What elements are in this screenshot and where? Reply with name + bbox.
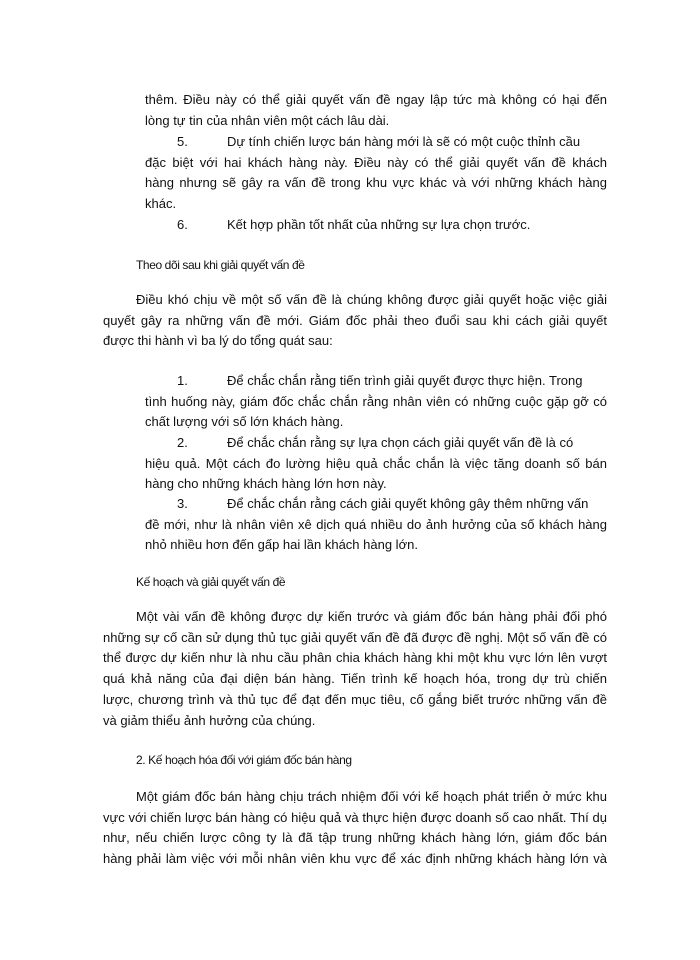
text-line: đề mới, như là nhân viên xê dịch quá nhiều do ảnh hưởng của số khách hàng xyxy=(145,517,607,532)
section-heading: Kế hoạch và giải quyết vấn đề xyxy=(136,575,286,589)
list-number: 6. xyxy=(177,217,188,232)
text-line: Để chắc chắn rằng sự lựa chọn cách giải quyết vấn đề là có xyxy=(227,435,574,450)
text-line: Dự tính chiến lược bán hàng mới là sẽ có một cuộc thỉnh cầu xyxy=(227,134,581,149)
text-line: chất lượng với số lớn khách hàng. xyxy=(145,414,344,429)
text-line: quyết gây ra những vấn đề mới. Giám đốc phải theo đuổi sau khi cách giải quyết xyxy=(103,313,607,328)
text-line: hàng nhưng sẽ gây ra vấn đề trong khu vực khác và với những khách hàng xyxy=(145,175,607,190)
text-line: lòng tự tin của nhân viên một cách lâu dài. xyxy=(145,113,390,128)
text-line: lược, chương trình và thủ tục để đạt đến mục tiêu, cố gắng biết trước những vấn đề xyxy=(103,692,607,707)
list-number: 1. xyxy=(177,373,188,388)
text-line: thêm. Điều này có thể giải quyết vấn đề ngay lập tức mà không có hại đến xyxy=(145,92,607,107)
text-line: và giảm thiểu ảnh hưởng của chúng. xyxy=(103,713,316,728)
text-line: hàng phải làm việc với mỗi nhân viên khu vực để xác định những khách hàng lớn và xyxy=(103,851,607,866)
text-line: tình huống này, giám đốc chắc chắn rằng nhân viên có những cuộc gặp gỡ có xyxy=(145,394,607,409)
section-heading: 2. Kế hoạch hóa đối với giám đốc bán hàng xyxy=(136,753,352,767)
text-line: hiệu quả. Một cách đo lường hiệu quả chắc chắn là việc tăng doanh số bán xyxy=(145,456,607,471)
text-line: những sự cố cần sử dụng thủ tục giải quyết vấn đề đã được đề nghị. Một số vấn đề có xyxy=(103,630,607,645)
text-line: đặc biệt với hai khách hàng này. Điều này có thể giải quyết vấn đề khách xyxy=(145,155,607,170)
text-line: Để chắc chắn rằng cách giải quyết không gây thêm những vấn xyxy=(227,496,589,511)
text-line: Để chắc chắn rằng tiến trình giải quyết được thực hiện. Trong xyxy=(227,373,583,388)
section-heading: Theo dõi sau khi giải quyết vấn đề xyxy=(136,258,305,272)
list-number: 3. xyxy=(177,496,188,511)
text-line: nhỏ nhiều hơn đến gấp hai lần khách hàng lớn. xyxy=(145,537,418,552)
text-line: Một giám đốc bán hàng chịu trách nhiệm đối với kế hoạch phát triển ở mức khu xyxy=(136,789,607,804)
text-line: Kết hợp phần tốt nhất của những sự lựa chọn trước. xyxy=(227,217,531,232)
text-line: Điều khó chịu về một số vấn đề là chúng không được giải quyết hoặc việc giải xyxy=(136,292,607,307)
text-line: hàng cho những khách hàng lớn hơn này. xyxy=(145,476,387,491)
text-line: vực với chiến lược bán hàng có hiệu quả và thực hiện được doanh số cao nhất. Thí dụ xyxy=(103,810,607,825)
text-line: khác. xyxy=(145,196,177,211)
text-line: quá khả năng của đại diện bán hàng. Tiến trình kế hoạch hóa, trong dự trù chiến xyxy=(103,671,607,686)
text-line: thể được dự kiến như là nhu cầu phân chia khách hàng khi một khu vực lớn lên vượt xyxy=(103,650,607,665)
text-line: được thi hành vì ba lý do tổng quát sau: xyxy=(103,333,333,348)
text-line: như, nếu chiến lược công ty là đã tập trung những khách hàng lớn, giám đốc bán xyxy=(103,830,607,845)
list-number: 2. xyxy=(177,435,188,450)
text-line: Một vài vấn đề không được dự kiến trước và giám đốc bán hàng phải đối phó xyxy=(136,609,607,624)
list-number: 5. xyxy=(177,134,188,149)
